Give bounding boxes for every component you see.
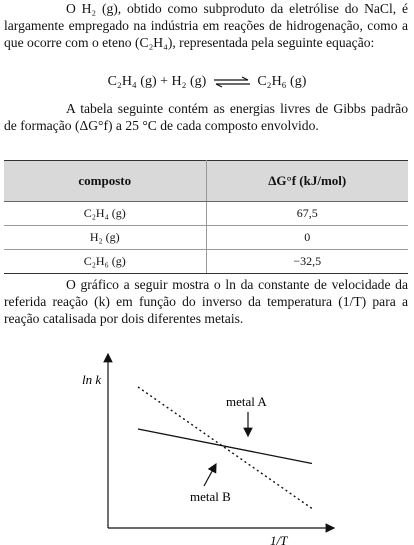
x-axis-label: 1/T [270, 533, 288, 545]
compound-cell: H₂ (g) [4, 226, 206, 250]
gibbs-paragraph [4, 100, 408, 134]
table-row [4, 250, 408, 274]
equilibrium-arrow-icon [212, 76, 252, 88]
gibbs-value-cell: 67,5 [206, 202, 408, 226]
table-header-row [4, 161, 408, 202]
reaction-equation [0, 74, 414, 90]
table-row [4, 202, 408, 226]
compound-cell: C₂H₆ (g) [4, 250, 206, 274]
equation-reactants: C₂H₄ (g) + H₂ (g) [107, 74, 207, 89]
chart-svg [72, 348, 342, 545]
gibbs-text: A tabela seguinte contém as energias livres de Gibbs padrão de formação (ΔG°f) a 25 °C de cada composto envolvido. [4, 101, 408, 133]
intro-text: O H₂ (g), obtido como subproduto da eletrólise do NaCl, é largamente empregado na indústria em reações de hidrogenação, como a que ocorre com o eteno (C₂H₄), representada pela seguinte equação: [4, 1, 408, 50]
chart-intro-paragraph [4, 276, 408, 327]
compound-cell: C₂H₄ (g) [4, 202, 206, 226]
column-header-compound: composto [4, 161, 206, 202]
intro-paragraph [4, 0, 408, 51]
equation-products: C₂H₆ (g) [257, 74, 307, 89]
gibbs-value-cell: 0 [206, 226, 408, 250]
gibbs-value-cell: −32,5 [206, 250, 408, 274]
table-row [4, 226, 408, 250]
chart-intro-text: O gráfico a seguir mostra o ln da constante de velocidade da referida reação (k) em função do inverso da temperatura (1/T) para a reação catalisada por dois diferentes metais. [4, 277, 408, 326]
metal-a-label: metal A [226, 394, 267, 409]
ln-k-chart [72, 348, 342, 545]
y-axis-label: ln k [82, 372, 102, 387]
metal-b-pointer [204, 464, 216, 486]
column-header-gibbs: ΔG°f (kJ/mol) [206, 161, 408, 202]
series-line-metal-a [138, 429, 312, 464]
metal-b-label: metal B [190, 489, 231, 504]
gibbs-energy-table [4, 160, 408, 274]
